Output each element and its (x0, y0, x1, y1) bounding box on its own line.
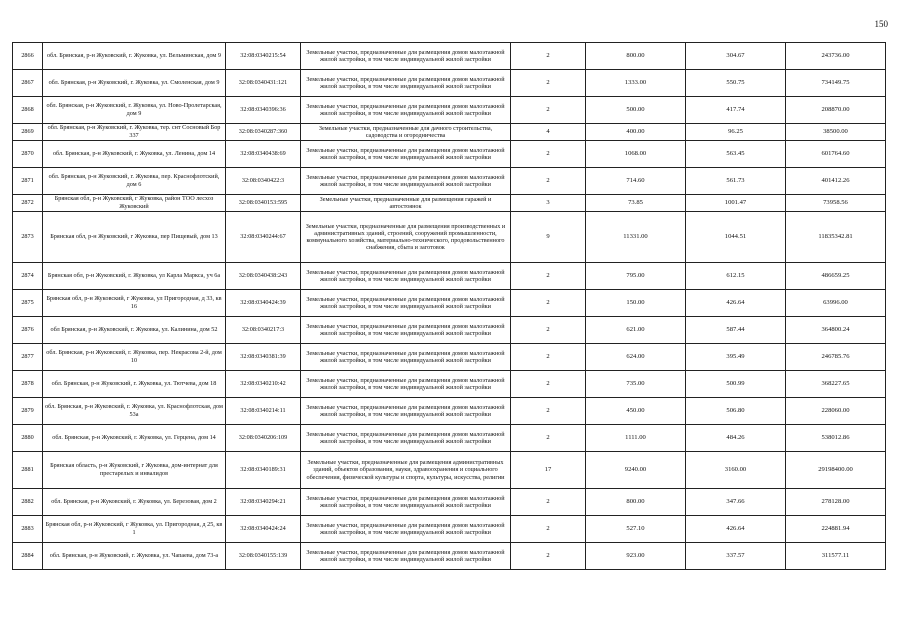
cadastral-number-cell: 32:08:0340424:24 (226, 516, 301, 543)
cadastral-number-cell: 32:08:0340217:3 (226, 317, 301, 344)
address-cell: Брянская обл, р-н Жуковский, г. Жуковка, ул Карла Маркса, уч 6а (43, 263, 226, 290)
cadastral-value-cell: 63996.00 (786, 290, 886, 317)
address-cell: обл. Брянская, р-н Жуковский, г. Жуковка, ул. Чапаева, дом 73-а (43, 543, 226, 570)
row-number: 2879 (13, 398, 43, 425)
row-number: 2883 (13, 516, 43, 543)
group-cell: 9 (511, 212, 586, 263)
cadastral-value-cell: 278128.00 (786, 489, 886, 516)
table-row (13, 425, 886, 452)
address-cell: обл. Брянская, р-н Жуковский, г. Жуковка, ул. Вельминская, дом 9 (43, 43, 226, 70)
cadastral-number-cell: 32:08:0340438:69 (226, 141, 301, 168)
cadastral-number-cell: 32:08:0340424:39 (226, 290, 301, 317)
table-row (13, 290, 886, 317)
group-cell: 2 (511, 371, 586, 398)
cadastral-number-cell: 32:08:0340189:31 (226, 452, 301, 489)
group-cell: 17 (511, 452, 586, 489)
cadastral-number-cell: 32:08:0340381:39 (226, 344, 301, 371)
group-cell: 2 (511, 425, 586, 452)
land-use-cell: Земельные участки, предназначенные для размещения домов малоэтажной жилой застройки, в том числе индивидуальной жилой застройки (301, 371, 511, 398)
cadastral-value-table (12, 42, 886, 570)
rate-cell: 304.67 (686, 43, 786, 70)
row-number: 2876 (13, 317, 43, 344)
cadastral-value-cell: 11835342.81 (786, 212, 886, 263)
rate-cell: 337.57 (686, 543, 786, 570)
land-use-cell: Земельные участки, предназначенные для размещения домов малоэтажной жилой застройки, в том числе индивидуальной жилой застройки (301, 543, 511, 570)
land-use-cell: Земельные участки, предназначенные для размещения домов малоэтажной жилой застройки, в том числе индивидуальной жилой застройки (301, 43, 511, 70)
row-number: 2882 (13, 489, 43, 516)
address-cell: обл Брянская, р-н Жуковский, г. Жуковка, ул. Калинина, дом 52 (43, 317, 226, 344)
rate-cell: 563.45 (686, 141, 786, 168)
area-cell: 735.00 (586, 371, 686, 398)
table-row (13, 263, 886, 290)
land-use-cell: Земельные участки, предназначенные для размещения гаражей и автостоянок (301, 195, 511, 212)
address-cell: Брянская обл, р-н Жуковский, г Жуковка, пер Пищевый, дом 13 (43, 212, 226, 263)
group-cell: 2 (511, 97, 586, 124)
group-cell: 2 (511, 43, 586, 70)
area-cell: 1111.00 (586, 425, 686, 452)
land-use-cell: Земельные участки, предназначенные для размещения домов малоэтажной жилой застройки, в том числе индивидуальной жилой застройки (301, 344, 511, 371)
area-cell: 795.00 (586, 263, 686, 290)
row-number: 2868 (13, 97, 43, 124)
cadastral-number-cell: 32:08:0340214:11 (226, 398, 301, 425)
group-cell: 2 (511, 489, 586, 516)
cadastral-value-cell: 29198400.00 (786, 452, 886, 489)
land-use-cell: Земельные участки, предназначенные для дачного строительства, садоводства и огородничества (301, 124, 511, 141)
address-cell: обл. Брянская, р-н Жуковский, г. Жуковка, пер. Краснофлотский, дом 6 (43, 168, 226, 195)
address-cell: Брянская область, р-н Жуковский, г Жуковка, дом-интернат для престарелых и инвалидов (43, 452, 226, 489)
rate-cell: 1044.51 (686, 212, 786, 263)
row-number: 2872 (13, 195, 43, 212)
area-cell: 800.00 (586, 489, 686, 516)
row-number: 2870 (13, 141, 43, 168)
group-cell: 2 (511, 290, 586, 317)
cadastral-value-cell: 538012.86 (786, 425, 886, 452)
cadastral-number-cell: 32:08:0340287:360 (226, 124, 301, 141)
area-cell: 450.00 (586, 398, 686, 425)
rate-cell: 3160.00 (686, 452, 786, 489)
area-cell: 9240.00 (586, 452, 686, 489)
group-cell: 3 (511, 195, 586, 212)
row-number: 2873 (13, 212, 43, 263)
cadastral-number-cell: 32:08:0340422:3 (226, 168, 301, 195)
group-cell: 2 (511, 398, 586, 425)
cadastral-number-cell: 32:08:0340294:21 (226, 489, 301, 516)
table-row (13, 43, 886, 70)
group-cell: 2 (511, 168, 586, 195)
address-cell: обл. Брянская, р-н Жуковский, г. Жуковка, пер. Некрасова 2-й, дом 10 (43, 344, 226, 371)
land-use-cell: Земельные участки, предназначенные для размещения домов малоэтажной жилой застройки, в том числе индивидуальной жилой застройки (301, 97, 511, 124)
table-row (13, 168, 886, 195)
rate-cell: 426.64 (686, 290, 786, 317)
area-cell: 527.10 (586, 516, 686, 543)
page-number: 150 (874, 19, 888, 29)
cadastral-number-cell: 32:08:0340210:42 (226, 371, 301, 398)
land-use-cell: Земельные участки, предназначенные для размещения домов малоэтажной жилой застройки, в том числе индивидуальной жилой застройки (301, 425, 511, 452)
group-cell: 2 (511, 141, 586, 168)
table-body (13, 43, 886, 570)
table-row (13, 398, 886, 425)
area-cell: 1333.00 (586, 70, 686, 97)
table-row (13, 543, 886, 570)
rate-cell: 550.75 (686, 70, 786, 97)
cadastral-value-cell: 364800.24 (786, 317, 886, 344)
address-cell: Брянская обл, р-н Жуковский, г Жуковка, ул Пригородная, д 33, кв 16 (43, 290, 226, 317)
cadastral-value-cell: 73958.56 (786, 195, 886, 212)
land-use-cell: Земельные участки, предназначенные для размещения административных зданий, объектов образования, науки, здравоохранения и социального обеспечения, физической культуры и спорта, культуры, искусства, религии (301, 452, 511, 489)
group-cell: 2 (511, 263, 586, 290)
area-cell: 800.00 (586, 43, 686, 70)
row-number: 2869 (13, 124, 43, 141)
cadastral-number-cell: 32:08:0340155:139 (226, 543, 301, 570)
land-use-cell: Земельные участки, предназначенные для размещения домов малоэтажной жилой застройки, в том числе индивидуальной жилой застройки (301, 290, 511, 317)
table-row (13, 70, 886, 97)
address-cell: обл. Брянская, р-н Жуковский, г. Жуковка, ул. Ново-Пролетарская, дом 9 (43, 97, 226, 124)
address-cell: Брянская обл, р-н Жуковский, г Жуковка, ул. Пригородная, д 25, кв 1 (43, 516, 226, 543)
land-use-cell: Земельные участки, предназначенные для размещения домов малоэтажной жилой застройки, в том числе индивидуальной жилой застройки (301, 317, 511, 344)
row-number: 2875 (13, 290, 43, 317)
area-cell: 73.85 (586, 195, 686, 212)
table-row (13, 317, 886, 344)
land-use-cell: Земельные участки, предназначенные для размещения домов малоэтажной жилой застройки, в том числе индивидуальной жилой застройки (301, 141, 511, 168)
area-cell: 624.00 (586, 344, 686, 371)
table-row (13, 97, 886, 124)
area-cell: 714.60 (586, 168, 686, 195)
group-cell: 4 (511, 124, 586, 141)
group-cell: 2 (511, 317, 586, 344)
rate-cell: 96.25 (686, 124, 786, 141)
area-cell: 923.00 (586, 543, 686, 570)
cadastral-value-cell: 208870.00 (786, 97, 886, 124)
address-cell: обл. Брянская, р-н Жуковский, г. Жуковка, ул. Краснофлотская, дом 53а (43, 398, 226, 425)
cadastral-value-cell: 486659.25 (786, 263, 886, 290)
cadastral-value-cell: 246785.76 (786, 344, 886, 371)
rate-cell: 561.73 (686, 168, 786, 195)
cadastral-value-cell: 601764.60 (786, 141, 886, 168)
row-number: 2877 (13, 344, 43, 371)
land-use-cell: Земельные участки, предназначенные для размещения домов малоэтажной жилой застройки, в том числе индивидуальной жилой застройки (301, 70, 511, 97)
area-cell: 150.00 (586, 290, 686, 317)
group-cell: 2 (511, 516, 586, 543)
land-use-cell: Земельные участки, предназначенные для размещения домов малоэтажной жилой застройки, в том числе индивидуальной жилой застройки (301, 516, 511, 543)
rate-cell: 587.44 (686, 317, 786, 344)
cadastral-value-cell: 38500.00 (786, 124, 886, 141)
land-use-cell: Земельные участки, предназначенные для размещения домов малоэтажной жилой застройки, в том числе индивидуальной жилой застройки (301, 263, 511, 290)
row-number: 2867 (13, 70, 43, 97)
cadastral-value-cell: 311577.11 (786, 543, 886, 570)
cadastral-number-cell: 32:08:0340438:243 (226, 263, 301, 290)
cadastral-value-cell: 228060.00 (786, 398, 886, 425)
land-use-cell: Земельные участки, предназначенные для размещения домов малоэтажной жилой застройки, в том числе индивидуальной жилой застройки (301, 168, 511, 195)
table-row (13, 344, 886, 371)
rate-cell: 1001.47 (686, 195, 786, 212)
table-row (13, 516, 886, 543)
rate-cell: 500.99 (686, 371, 786, 398)
address-cell: обл. Брянская, р-н Жуковский, г. Жуковка, ул. Герцена, дом 14 (43, 425, 226, 452)
cadastral-value-cell: 243736.00 (786, 43, 886, 70)
area-cell: 621.00 (586, 317, 686, 344)
row-number: 2874 (13, 263, 43, 290)
cadastral-number-cell: 32:08:0340396:36 (226, 97, 301, 124)
address-cell: обл. Брянская, р-н Жуковский, г. Жуковка, ул. Ленина, дом 14 (43, 141, 226, 168)
cadastral-number-cell: 32:08:0340206:109 (226, 425, 301, 452)
row-number: 2871 (13, 168, 43, 195)
table-row (13, 212, 886, 263)
rate-cell: 417.74 (686, 97, 786, 124)
rate-cell: 395.49 (686, 344, 786, 371)
area-cell: 400.00 (586, 124, 686, 141)
cadastral-value-cell: 368227.65 (786, 371, 886, 398)
cadastral-number-cell: 32:08:0340215:54 (226, 43, 301, 70)
rate-cell: 506.80 (686, 398, 786, 425)
row-number: 2866 (13, 43, 43, 70)
table-row (13, 452, 886, 489)
rate-cell: 484.26 (686, 425, 786, 452)
address-cell: обл. Брянская, р-н Жуковский, г. Жуковка, ул. Березовая, дом 2 (43, 489, 226, 516)
group-cell: 2 (511, 344, 586, 371)
table-row (13, 195, 886, 212)
address-cell: Брянская обл, р-н Жуковский, г Жуковка, район ТОО лесхоз Жуковский (43, 195, 226, 212)
land-use-cell: Земельные участки, предназначенные для размещения домов малоэтажной жилой застройки, в том числе индивидуальной жилой застройки (301, 489, 511, 516)
row-number: 2878 (13, 371, 43, 398)
rate-cell: 426.64 (686, 516, 786, 543)
cadastral-value-cell: 401412.26 (786, 168, 886, 195)
row-number: 2880 (13, 425, 43, 452)
address-cell: обл. Брянская, р-н Жуковский, г. Жуковка, ул. Смоленская, дом 9 (43, 70, 226, 97)
group-cell: 2 (511, 543, 586, 570)
area-cell: 1068.00 (586, 141, 686, 168)
cadastral-number-cell: 32:08:0340244:67 (226, 212, 301, 263)
area-cell: 11331.00 (586, 212, 686, 263)
table-row (13, 141, 886, 168)
row-number: 2881 (13, 452, 43, 489)
row-number: 2884 (13, 543, 43, 570)
cadastral-number-cell: 32:08:0340431:121 (226, 70, 301, 97)
land-use-cell: Земельные участки, предназначенные для размещения производственных и административных зданий, строений, сооружений промышленности, коммунального хозяйства, материально-технического, продовольственного снабжения, сбыта и заготовок (301, 212, 511, 263)
cadastral-value-cell: 224881.94 (786, 516, 886, 543)
area-cell: 500.00 (586, 97, 686, 124)
address-cell: обл. Брянская, р-н Жуковский, г. Жуковка, тер. снт Сосновый Бор 337 (43, 124, 226, 141)
rate-cell: 612.15 (686, 263, 786, 290)
rate-cell: 347.66 (686, 489, 786, 516)
table-row (13, 371, 886, 398)
cadastral-value-cell: 734149.75 (786, 70, 886, 97)
land-use-cell: Земельные участки, предназначенные для размещения домов малоэтажной жилой застройки, в том числе индивидуальной жилой застройки (301, 398, 511, 425)
group-cell: 2 (511, 70, 586, 97)
table-row (13, 489, 886, 516)
address-cell: обл. Брянская, р-н Жуковский, г. Жуковка, ул. Тютчева, дом 18 (43, 371, 226, 398)
table-row (13, 124, 886, 141)
cadastral-number-cell: 32:08:0340153:595 (226, 195, 301, 212)
